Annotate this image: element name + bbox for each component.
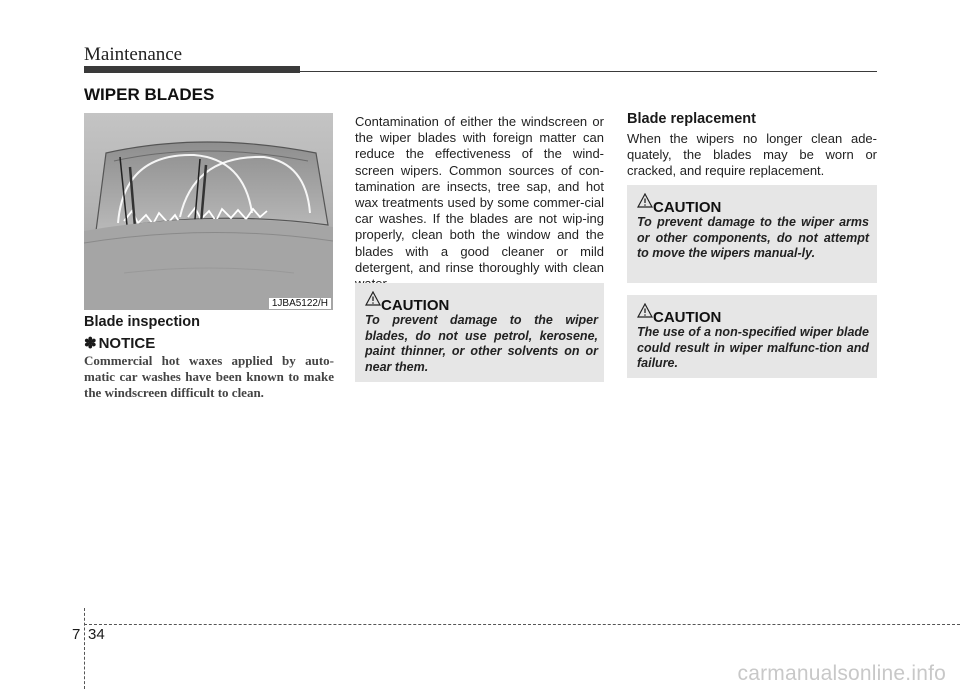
notice-star-icon: ✽ (84, 335, 97, 352)
caution-box-manual-move (627, 185, 877, 283)
watermark: carmanualsonline.info (737, 662, 946, 685)
caution-box-non-specified-blade (627, 295, 877, 378)
caution-text: The use of a non-specified wiper blade could result in wiper malfunc-tion and failure. (637, 325, 869, 370)
figure-code: 1JBA5122/H (269, 298, 331, 309)
notice-text: Commercial hot waxes applied by auto-matic car washes have been known to make the windscreen difficult to clean. (84, 353, 334, 400)
section-title: Maintenance (84, 44, 183, 65)
chapter-number: 7 (72, 626, 81, 643)
caution-label: CAUTION (653, 309, 722, 326)
caution-box-solvents (355, 283, 604, 382)
header-rule (300, 71, 877, 72)
caution-label: CAUTION (653, 199, 722, 216)
header-bar (84, 66, 300, 73)
page-heading: WIPER BLADES (84, 85, 215, 104)
footer-vertical-divider (84, 608, 85, 689)
warning-triangle-icon (637, 193, 653, 209)
page-number: 34 (88, 626, 105, 643)
caution-text: To prevent damage to the wiper blades, do not use petrol, kerosene, paint thinner, or other solvents on or near them. (365, 313, 598, 374)
warning-triangle-icon (637, 303, 653, 319)
caution-text: To prevent damage to the wiper arms or other components, do not attempt to move the wipers manual-ly. (637, 215, 869, 260)
caution-label: CAUTION (381, 297, 450, 314)
contamination-text: Contamination of either the windscreen or the wiper blades with foreign matter can reduce the effectiveness of the wind-screen wipers. Common sources of con-tamination are insects, tree sap, and hot wax treatments used by some commer-cial car washes. If the blades are not wip-ing properly, clean both the window and the blades with a good cleaner or mild detergent, and rinse thoroughly with clean (355, 114, 604, 275)
windscreen-wiper-image (84, 113, 333, 310)
blade-inspection-heading: Blade inspection (84, 314, 201, 330)
notice-title (84, 334, 155, 352)
blade-replacement-heading: Blade replacement (627, 111, 756, 127)
wiper-illustration (84, 113, 333, 310)
warning-triangle-icon (365, 291, 381, 307)
replacement-text: When the wipers no longer clean ade-quately, the blades may be worn or cracked, and require replacement. (627, 131, 877, 178)
notice-label: NOTICE (98, 335, 156, 352)
footer-divider (84, 624, 960, 625)
